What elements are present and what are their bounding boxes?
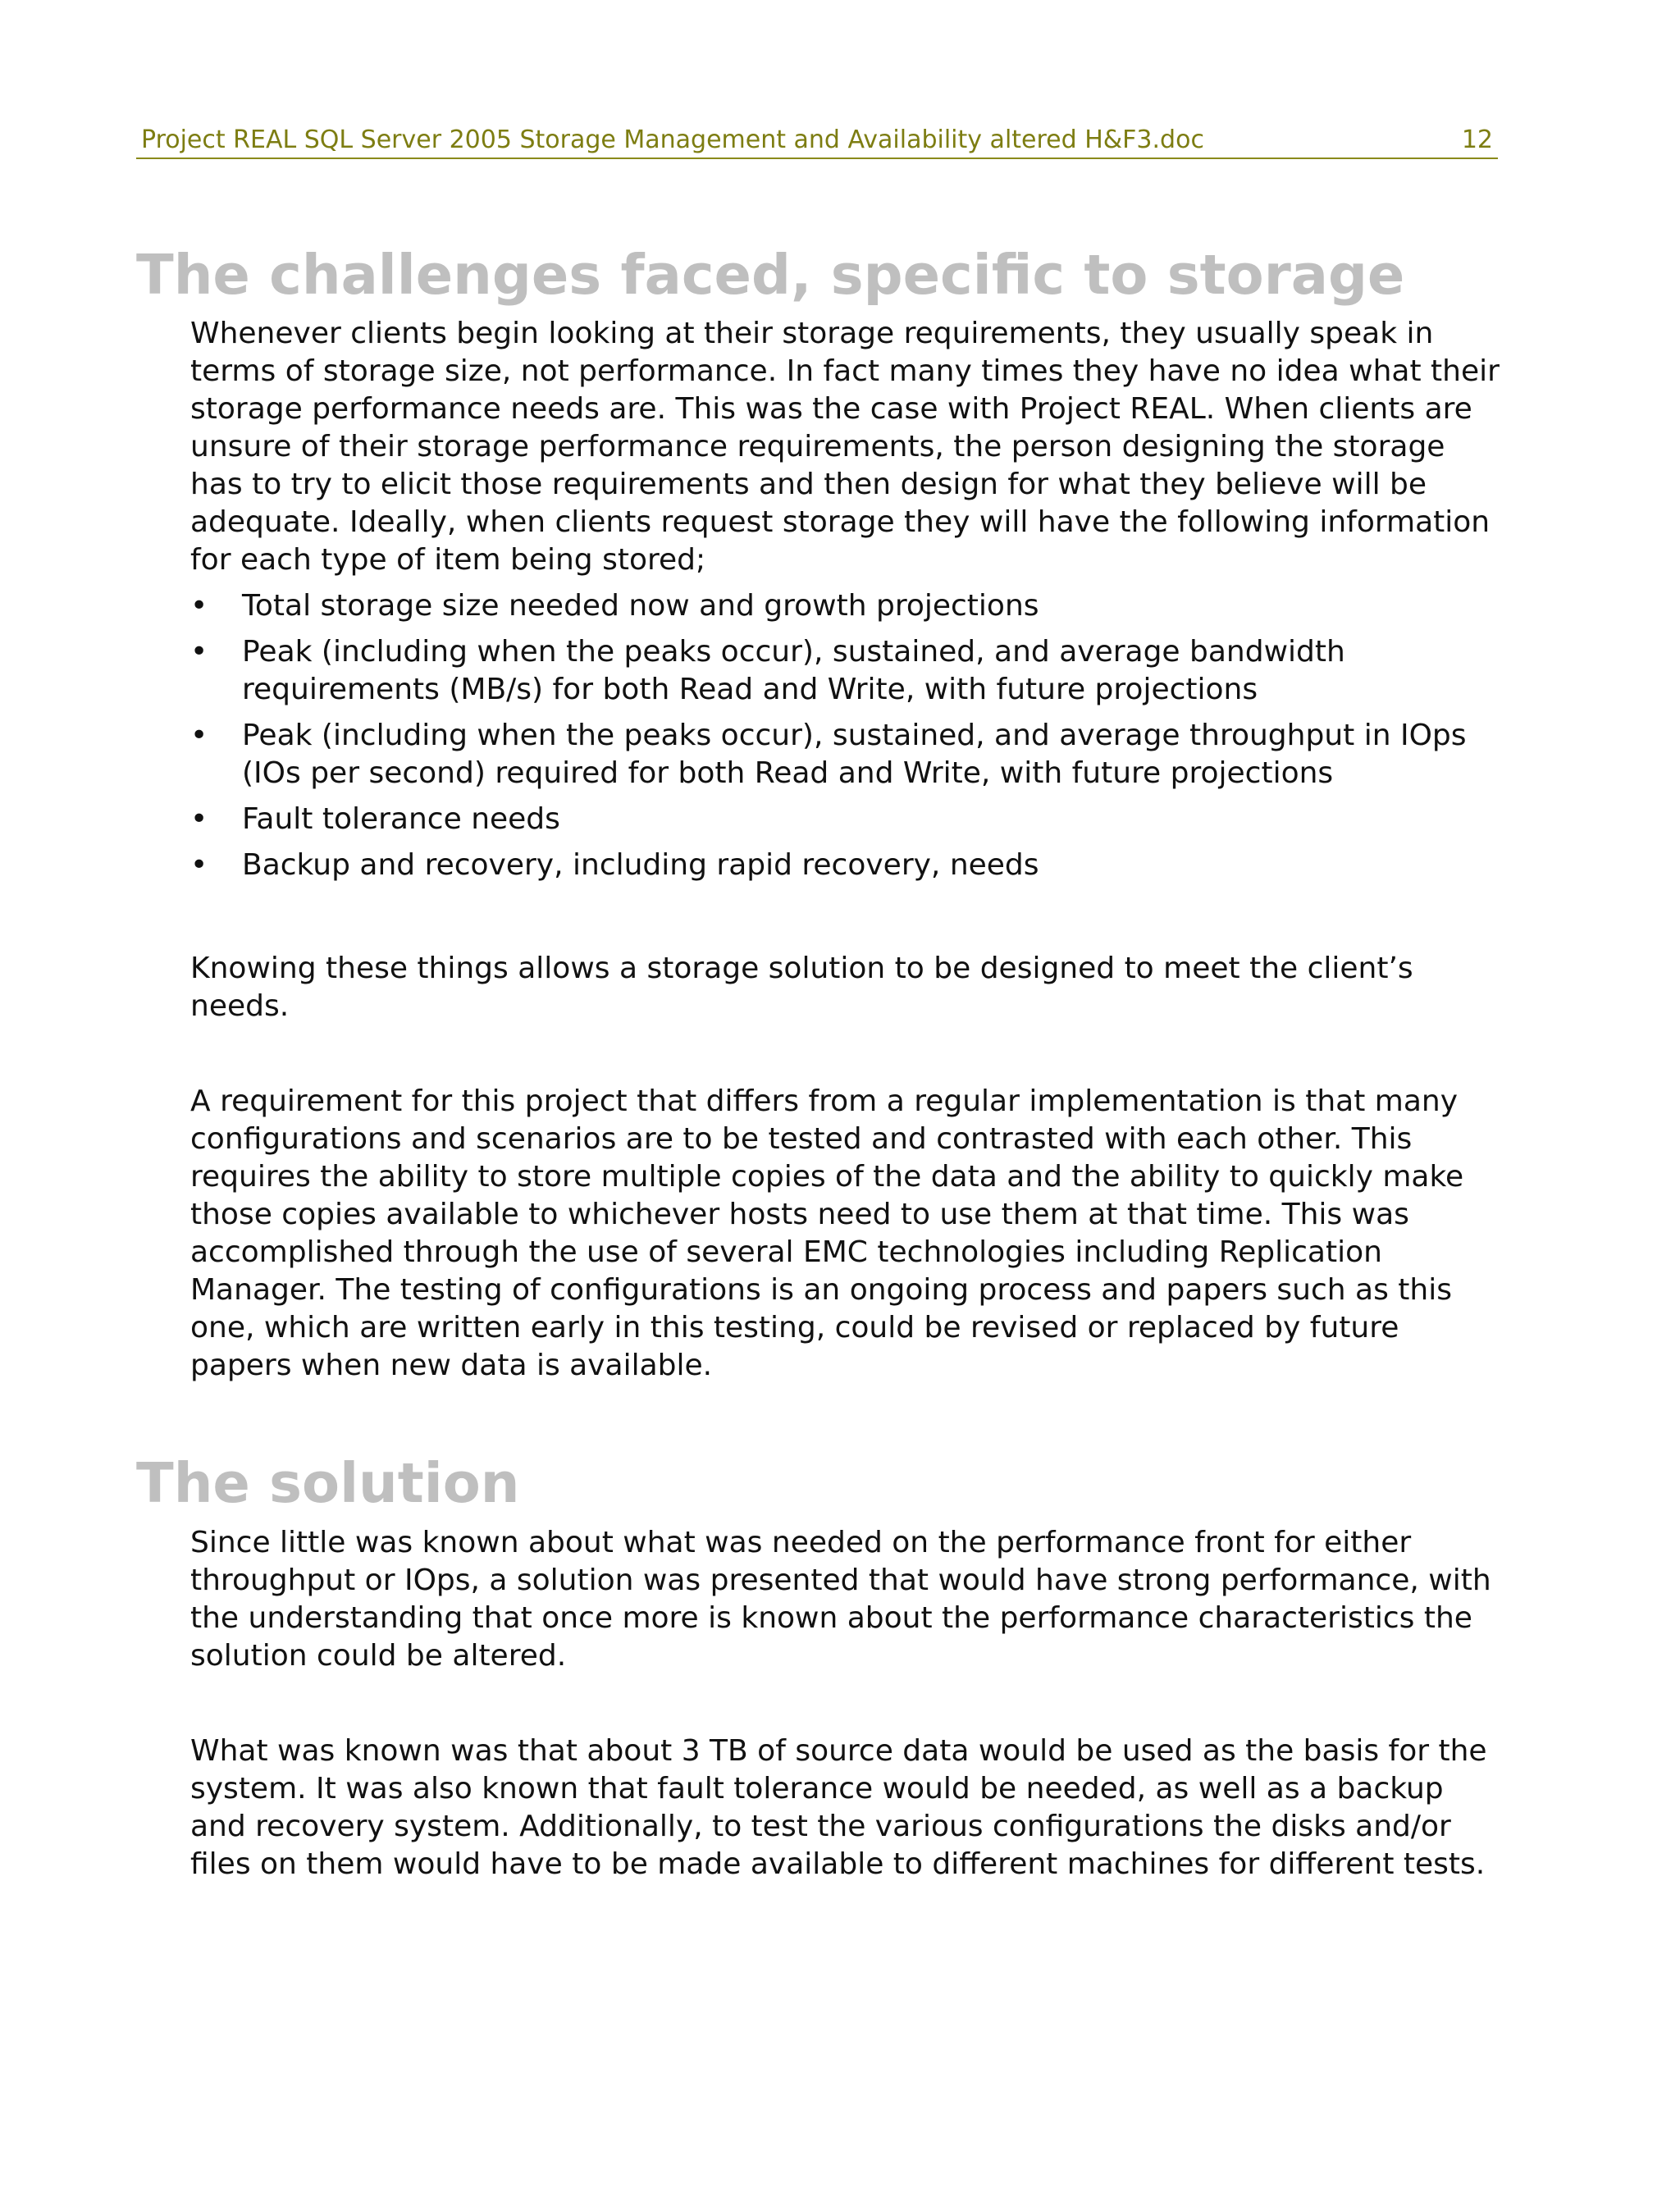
- page-number: 12: [1461, 126, 1493, 154]
- section-body-challenges: [190, 315, 1503, 1385]
- list-item: [190, 717, 1503, 792]
- list-item-text: Fault tolerance needs: [242, 802, 560, 837]
- list-item-text: Total storage size needed now and growth projections: [242, 589, 1039, 623]
- list-item-text: Peak (including when the peaks occur), sustained, and average throughput in IOps (IOs per second) required for both Read and Write, with future projections: [242, 719, 1467, 791]
- intro-paragraph: Whenever clients begin looking at their storage requirements, they usually speak in terms of storage size, not performance. In fact many times they have no idea what their storage performance needs are. This was the case with Project REAL. When clients are unsure of their storage performance requirements, the person designing the storage has to try to elicit those requirements and then design for what they believe will be adequate. Ideally, when clients request storage they will have the following information for each type of item being stored;: [190, 317, 1500, 578]
- page-header: [136, 125, 1498, 159]
- list-item: [190, 847, 1503, 884]
- list-item: [190, 587, 1503, 625]
- paragraph: Since little was known about what was needed on the performance front for either throughput or IOps, a solution was presented that would have strong performance, with the understanding that once more is known about the performance characteristics the solution could be altered.: [190, 1525, 1491, 1673]
- list-item: [190, 633, 1503, 709]
- paragraph: What was known was that about 3 TB of source data would be used as the basis for the system. It was also known that fault tolerance would be needed, as well as a backup and recovery system. Additionally, to test the various configurations the disks and/or files on them would have to be made available to different machines for different tests.: [190, 1733, 1487, 1881]
- document-title: Project REAL SQL Server 2005 Storage Management and Availability altered H&F3.doc: [141, 126, 1204, 154]
- bullet-icon: •: [190, 802, 208, 837]
- list-item-text: Peak (including when the peaks occur), sustained, and average bandwidth requirements (MB/s) for both Read and Write, with future projections: [242, 635, 1345, 707]
- list-item-text: Backup and recovery, including rapid recovery, needs: [242, 848, 1039, 883]
- paragraph: A requirement for this project that differs from a regular implementation is that many configurations and scenarios are to be tested and contrasted with each other. This requires the ability to store multiple copies of the data and the ability to quickly make those copies available to whichever hosts need to use them at that time. This was accomplished through the use of several EMC technologies including Replication Manager. The testing of configurations is an ongoing process and papers such as this one, which are written early in this testing, could be revised or replaced by future papers when new data is available.: [190, 1084, 1464, 1383]
- bullet-icon: •: [190, 719, 208, 753]
- section-title-challenges: The challenges faced, specific to storage: [136, 243, 1405, 307]
- requirements-list: [190, 587, 1503, 884]
- section-body-solution: [190, 1524, 1503, 1883]
- paragraph: Knowing these things allows a storage solution to be designed to meet the client’s needs.: [190, 952, 1413, 1024]
- bullet-icon: •: [190, 589, 208, 623]
- document-body: [136, 243, 1506, 1883]
- bullet-icon: •: [190, 635, 208, 669]
- bullet-icon: •: [190, 848, 208, 883]
- section-title-solution: The solution: [136, 1451, 520, 1516]
- list-item: [190, 801, 1503, 838]
